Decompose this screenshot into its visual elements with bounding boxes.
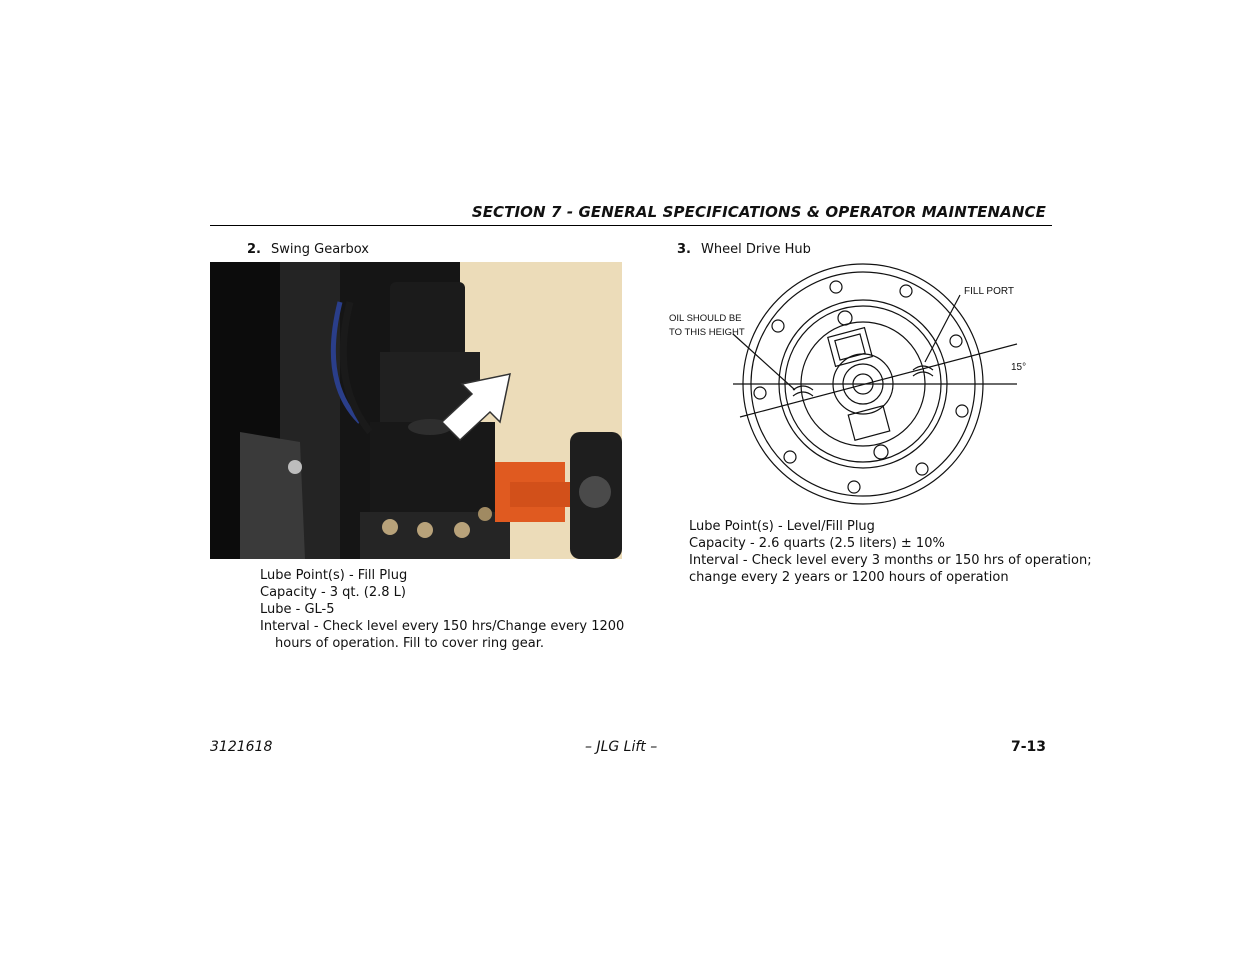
capacity-text: Capacity - 3 qt. (2.8 L) <box>260 585 406 600</box>
swing-gearbox-photo <box>210 262 622 559</box>
header-divider <box>210 225 1052 226</box>
footer-brand: – JLG Lift – <box>585 739 658 755</box>
oil-height-label-line1: OIL SHOULD BE <box>669 313 742 324</box>
section-title: SECTION 7 - GENERAL SPECIFICATIONS & OPERATOR MAINTENANCE <box>471 203 1046 221</box>
angle-label: 15° <box>1011 362 1027 373</box>
wheel-drive-hub-specs <box>689 518 1092 586</box>
interval-text-line2: hours of operation. Fill to cover ring gear. <box>275 636 545 651</box>
gearbox-photo-drawing <box>210 262 622 559</box>
interval-text-line1: Interval - Check level every 150 hrs/Change every 1200 <box>260 619 625 634</box>
document-number: 3121618 <box>210 739 273 755</box>
item-number: 2. <box>247 242 261 257</box>
oil-height-label-line2: TO THIS HEIGHT <box>669 327 745 338</box>
item-heading-wheel-drive-hub <box>677 242 811 257</box>
fill-port-label: FILL PORT <box>964 286 1015 297</box>
swing-gearbox-specs <box>260 567 624 652</box>
item-title: Swing Gearbox <box>271 242 370 257</box>
wheel-drive-hub-diagram <box>665 262 1055 510</box>
capacity-text: Capacity - 2.6 quarts (2.5 liters) ± 10% <box>689 536 945 551</box>
interval-text-line2: change every 2 years or 1200 hours of operation <box>689 570 1009 585</box>
item-title: Wheel Drive Hub <box>701 242 811 257</box>
item-number: 3. <box>677 242 691 257</box>
lube-point-text: Lube Point(s) - Level/Fill Plug <box>689 519 875 534</box>
page-number: 7-13 <box>1010 739 1046 755</box>
interval-text-line1: Interval - Check level every 3 months or 150 hrs of operation; <box>689 553 1092 568</box>
lube-type-text: Lube - GL-5 <box>260 602 335 617</box>
hub-diagram-drawing <box>665 262 1055 510</box>
lube-point-text: Lube Point(s) - Fill Plug <box>260 568 408 583</box>
item-heading-swing-gearbox <box>247 242 369 257</box>
